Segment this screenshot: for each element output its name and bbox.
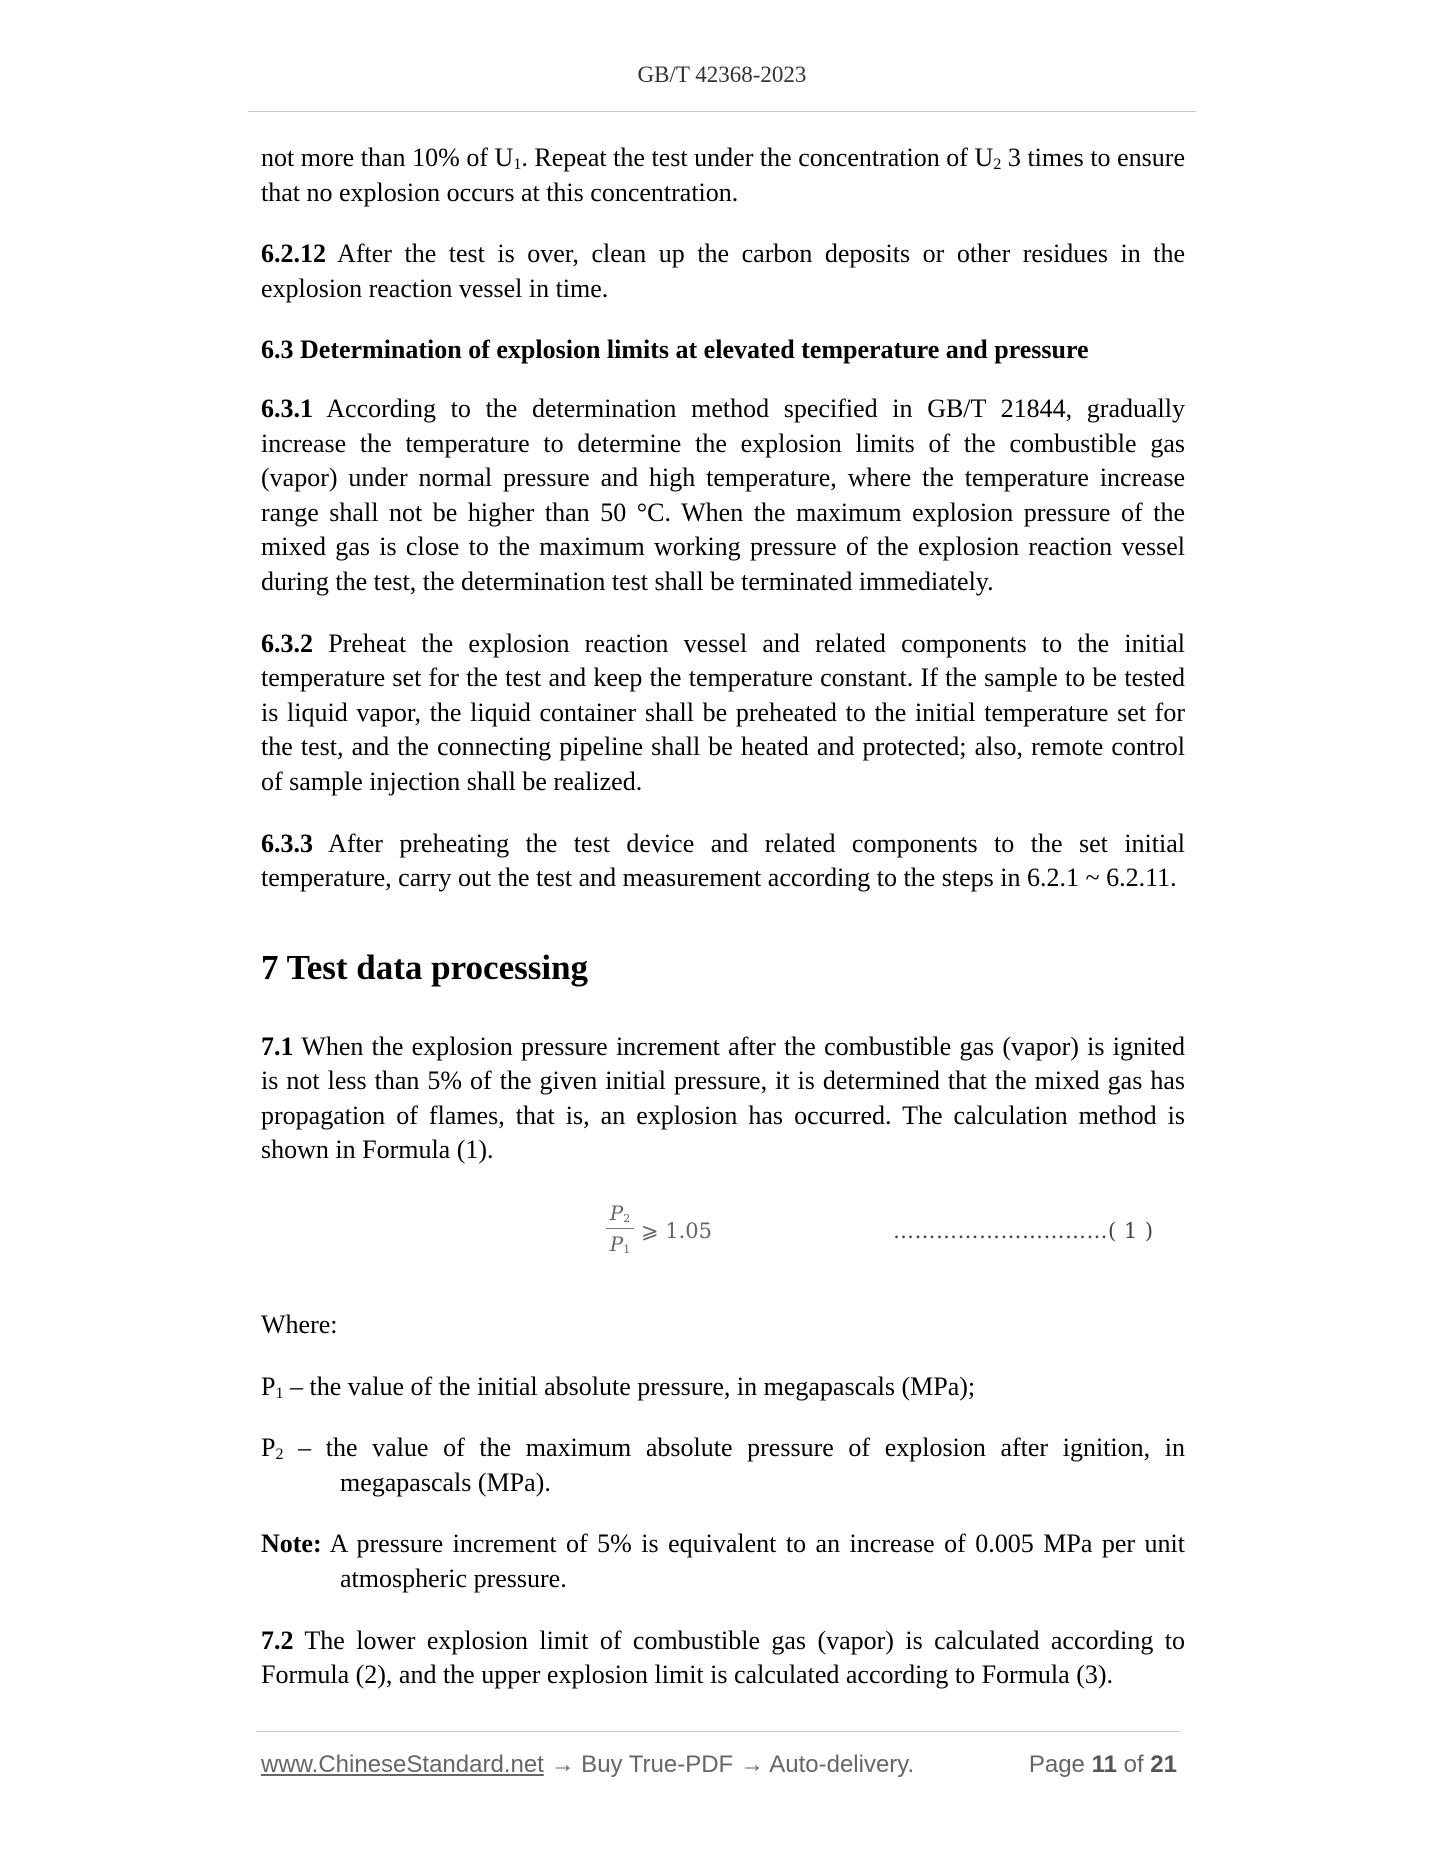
- subsection-heading-6-3: [261, 333, 1185, 368]
- subscript: 1: [275, 1384, 284, 1402]
- formula-number: …………………………( 1 ): [893, 1219, 1154, 1244]
- clause-7-1: [261, 1030, 1185, 1168]
- subscript: 2: [623, 1212, 631, 1226]
- definition-text: – the value of the maximum absolute pressure of explosion after ignition, in megapascals (MPa).: [283, 1433, 1185, 1497]
- text: not more than 10% of U: [261, 143, 514, 172]
- section-title-7: 7 Test data processing: [261, 947, 589, 987]
- clause-text: The lower explosion limit of combustible gas (vapor) is calculated according to Formula (2), and the upper explosion limit is calculated according to Formula (3).: [261, 1625, 1185, 1690]
- clause-number: 6.3.1: [261, 393, 313, 423]
- clause-text: When the explosion pressure increment after the combustible gas (vapor) is ignited is not less than 5% of the given initial pressure, it is determined that the mixed gas has propagation of flames, that is, an explosion has occurred. The calculation method is shown in Formula (1).: [261, 1031, 1185, 1165]
- clause-number: 7.1: [261, 1031, 294, 1061]
- clause-number: 6.2.12: [261, 239, 326, 269]
- subscript: 1: [623, 1243, 631, 1257]
- clause-6-2-12: [261, 237, 1185, 306]
- text: . Repeat the test under the concentration of U: [521, 143, 994, 172]
- clause-number: 7.2: [261, 1625, 294, 1655]
- page-total: 21: [1150, 1751, 1177, 1778]
- definition-text: – the value of the initial absolute pressure, in megapascals (MPa);: [283, 1371, 976, 1401]
- website-link[interactable]: www.ChineseStandard.net: [261, 1751, 544, 1778]
- page-indicator: [1029, 1749, 1177, 1781]
- fraction: [606, 1200, 634, 1257]
- formula-1: [261, 1200, 1185, 1270]
- document-header: GB/T 42368-2023: [637, 62, 807, 87]
- clause-number: 6.3.2: [261, 628, 313, 658]
- clause-number: 6.3.3: [261, 828, 313, 858]
- denominator: [606, 1229, 634, 1257]
- footer-divider: [256, 1731, 1180, 1732]
- clause-text: According to the determination method specified in GB/T 21844, gradually increase the temperature to determine the explosion limits of the combustible gas (vapor) under normal pressure and high temperature, where the temperature increase range shall not be higher than 50 °C. When the maximum explosion pressure of the mixed gas is close to the maximum working pressure of the explosion reaction vessel during the test, the determination test shall be terminated immediately.: [261, 393, 1185, 596]
- clause-6-3-2: [261, 627, 1185, 800]
- definition-p1: [261, 1370, 1185, 1405]
- clause-7-2: [261, 1624, 1185, 1693]
- page-label: Page: [1028, 1751, 1092, 1778]
- heading-text: 6.3 Determination of explosion limits at elevated temperature and pressure: [261, 335, 1089, 365]
- note: [261, 1527, 1185, 1596]
- text: 3 times to ensure that no explosion occurs at this concentration.: [261, 143, 1185, 207]
- paragraph-continuation: [261, 141, 1185, 210]
- clause-6-3-1: [261, 392, 1185, 600]
- page-number: 11: [1091, 1751, 1117, 1778]
- where-label: Where:: [261, 1310, 338, 1340]
- subscript: 2: [275, 1446, 284, 1464]
- page-footer: [261, 1749, 1181, 1781]
- formula-relation: ⩾ 1.05: [641, 1219, 713, 1244]
- clause-text: After preheating the test device and related components to the set initial temperature, carry out the test and measurement according to the steps in 6.2.1 ~ 6.2.11.: [261, 828, 1185, 893]
- numerator: [606, 1200, 634, 1229]
- variable: P: [609, 1201, 624, 1226]
- clause-text: Preheat the explosion reaction vessel and related components to the initial temperature set for the test and keep the temperature constant. If the sample to be tested is liquid vapor, the liquid container shall be preheated to the initial temperature set for the test, and the connecting pipeline shall be heated and protected; also, remote control of sample injection shall be realized.: [261, 628, 1185, 796]
- header-divider: [248, 111, 1196, 112]
- note-text: A pressure increment of 5% is equivalent to an increase of 0.005 MPa per unit atmospheric pressure.: [321, 1529, 1185, 1594]
- of-label: of: [1116, 1751, 1151, 1778]
- definition-p2: [261, 1431, 1185, 1500]
- note-label: Note:: [261, 1529, 322, 1559]
- variable: P: [261, 1433, 276, 1463]
- promo-text: → Buy True-PDF → Auto-delivery.: [543, 1751, 915, 1778]
- variable: P: [261, 1371, 276, 1401]
- variable: P: [609, 1232, 624, 1257]
- subscript: 1: [513, 156, 522, 173]
- clause-text: After the test is over, clean up the carbon deposits or other residues in the explosion reaction vessel in time.: [261, 239, 1185, 303]
- page-content: [261, 141, 1185, 1720]
- subscript: 2: [993, 156, 1002, 173]
- clause-6-3-3: [261, 827, 1185, 896]
